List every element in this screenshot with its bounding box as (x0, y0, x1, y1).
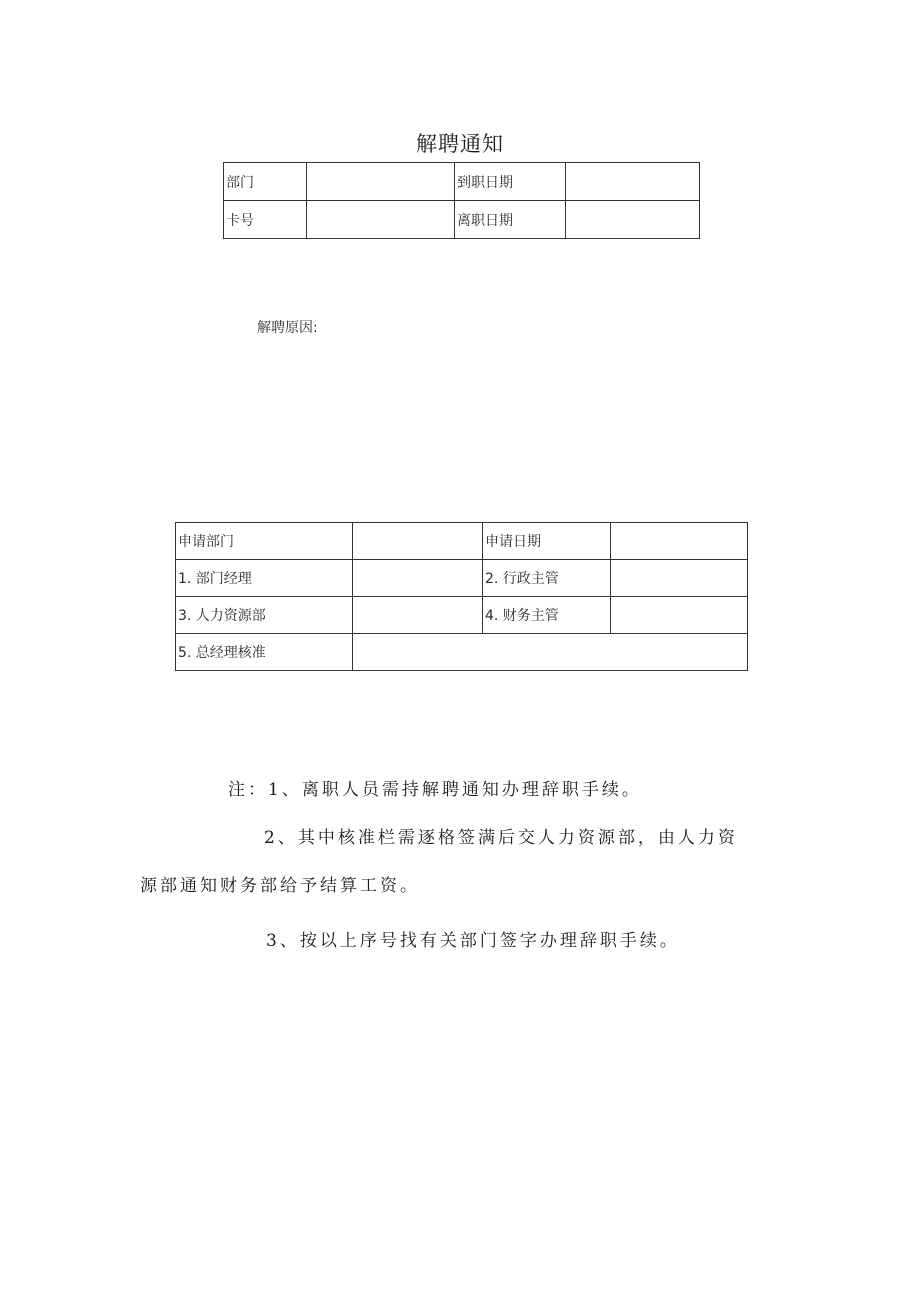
table-row (176, 560, 748, 597)
table-row (224, 201, 700, 239)
note-item-2-continued: 源部通知财务部给予结算工资。 (140, 876, 420, 896)
table-row (224, 163, 700, 201)
hr-department-label: 3. 人力资源部 (176, 597, 353, 634)
department-manager-signature[interactable] (353, 560, 483, 597)
application-date-field[interactable] (611, 523, 748, 560)
applicant-department-label: 申请部门 (176, 523, 353, 560)
start-date-field[interactable] (566, 163, 700, 201)
department-field[interactable] (307, 163, 455, 201)
note-item-2: 2、其中核准栏需逐格签满后交人力资源部，由人力资 (264, 828, 738, 848)
hr-department-signature[interactable] (353, 597, 483, 634)
employee-info-table (223, 162, 700, 239)
general-manager-label: 5. 总经理核准 (176, 634, 353, 671)
note-item-1: 注：1、离职人员需持解聘通知办理辞职手续。 (228, 780, 642, 800)
table-row (176, 634, 748, 671)
card-number-field[interactable] (307, 201, 455, 239)
department-label: 部门 (224, 163, 307, 201)
finance-supervisor-label: 4. 财务主管 (483, 597, 611, 634)
finance-supervisor-signature[interactable] (611, 597, 748, 634)
note-item-3: 3、按以上序号找有关部门签字办理辞职手续。 (266, 931, 680, 951)
table-row (176, 597, 748, 634)
page-title: 解聘通知 (416, 132, 504, 156)
approval-table (175, 522, 748, 671)
general-manager-signature[interactable] (353, 634, 748, 671)
admin-supervisor-signature[interactable] (611, 560, 748, 597)
application-date-label: 申请日期 (483, 523, 611, 560)
card-number-label: 卡号 (224, 201, 307, 239)
admin-supervisor-label: 2. 行政主管 (483, 560, 611, 597)
leave-date-label: 离职日期 (455, 201, 566, 239)
applicant-department-field[interactable] (353, 523, 483, 560)
table-row (176, 523, 748, 560)
leave-date-field[interactable] (566, 201, 700, 239)
department-manager-label: 1. 部门经理 (176, 560, 353, 597)
dismissal-reason-label: 解聘原因: (257, 320, 318, 336)
start-date-label: 到职日期 (455, 163, 566, 201)
